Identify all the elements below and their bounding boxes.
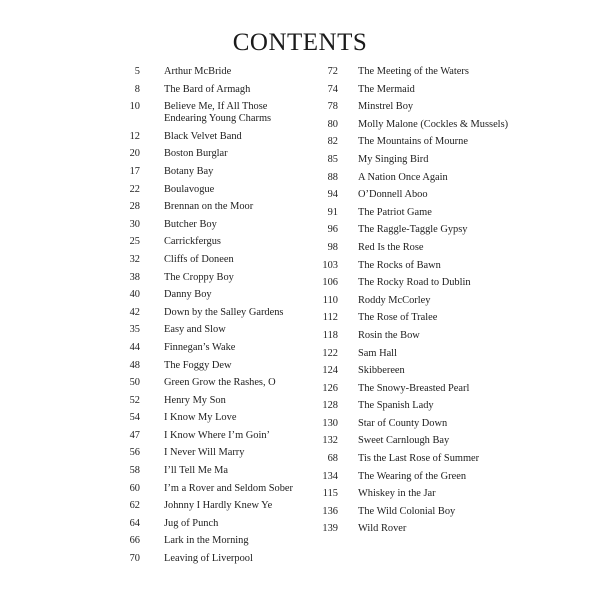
song-title: Boulavogue xyxy=(164,183,215,195)
contents-entry xyxy=(112,219,312,231)
song-title: A Nation Once Again xyxy=(358,171,448,183)
page-number: 85 xyxy=(327,153,338,165)
contents-entry xyxy=(112,412,312,424)
song-title: Boston Burglar xyxy=(164,148,228,160)
song-title: Henry My Son xyxy=(164,394,226,406)
song-title: Carrickfergus xyxy=(164,236,221,248)
contents-entry xyxy=(112,360,312,372)
page-number: 136 xyxy=(322,505,338,517)
page-number: 58 xyxy=(129,465,140,477)
page-number: 40 xyxy=(129,289,140,301)
contents-entry xyxy=(316,383,516,395)
page-number: 66 xyxy=(129,535,140,547)
page-number: 12 xyxy=(129,130,140,142)
contents-entry xyxy=(112,324,312,336)
song-title: The Rocky Road to Dublin xyxy=(358,277,471,289)
page-number: 96 xyxy=(327,224,338,236)
contents-entry xyxy=(112,430,312,442)
page-number: 94 xyxy=(327,189,338,201)
song-title: Red Is the Rose xyxy=(358,241,424,253)
contents-entry xyxy=(316,506,516,518)
song-title: Tis the Last Rose of Summer xyxy=(358,453,480,465)
page-number: 103 xyxy=(322,259,338,271)
contents-entry xyxy=(112,483,312,495)
song-title: Sweet Carnlough Bay xyxy=(358,435,450,447)
page-number: 118 xyxy=(322,329,338,341)
song-title: Danny Boy xyxy=(164,289,212,301)
page-number: 82 xyxy=(327,136,338,148)
song-title: Arthur McBride xyxy=(164,66,232,77)
contents-entry xyxy=(316,400,516,412)
contents-entry xyxy=(112,395,312,407)
song-title: Cliffs of Doneen xyxy=(164,253,234,265)
song-title: Whiskey in the Jar xyxy=(358,488,436,500)
song-title: I Know Where I’m Goin’ xyxy=(164,429,270,441)
contents-entry xyxy=(316,312,516,324)
page-number: 126 xyxy=(322,382,338,394)
page-number: 42 xyxy=(129,306,140,318)
contents-entry xyxy=(112,148,312,160)
contents-column-left xyxy=(112,66,312,571)
song-title: Easy and Slow xyxy=(164,324,226,336)
song-title: I’m a Rover and Seldom Sober xyxy=(164,482,293,494)
song-title: The Spanish Lady xyxy=(358,400,434,412)
song-title: My Singing Bird xyxy=(358,153,429,165)
song-title: Star of County Down xyxy=(358,417,448,429)
contents-entry xyxy=(316,189,516,201)
contents-entry xyxy=(112,465,312,477)
contents-entry xyxy=(112,236,312,248)
contents-entry xyxy=(112,307,312,319)
page-number: 60 xyxy=(129,482,140,494)
contents-entry xyxy=(112,377,312,389)
contents-entry xyxy=(316,277,516,289)
song-title: Butcher Boy xyxy=(164,218,217,230)
contents-entry xyxy=(112,535,312,547)
contents-entry xyxy=(112,66,312,78)
song-title: The Bard of Armagh xyxy=(164,83,251,95)
page-number: 78 xyxy=(327,101,338,113)
song-title: I’ll Tell Me Ma xyxy=(164,465,229,477)
contents-entry xyxy=(316,101,516,113)
contents-entry xyxy=(112,518,312,530)
page-number: 8 xyxy=(134,83,140,95)
contents-entry xyxy=(316,242,516,254)
contents-entry xyxy=(112,342,312,354)
contents-entry xyxy=(112,272,312,284)
song-title: Leaving of Liverpool xyxy=(164,553,253,565)
contents-entry xyxy=(316,66,516,78)
song-title: Botany Bay xyxy=(164,165,214,177)
page-number: 30 xyxy=(129,218,140,230)
song-title: The Wearing of the Green xyxy=(358,470,467,482)
contents-entry xyxy=(316,488,516,500)
page-number: 10 xyxy=(129,101,140,113)
page-number: 70 xyxy=(129,553,140,565)
song-title: I Never Will Marry xyxy=(164,447,245,459)
page-number: 48 xyxy=(129,359,140,371)
song-title: Down by the Salley Gardens xyxy=(164,306,284,318)
song-title: O’Donnell Aboo xyxy=(358,189,428,201)
contents-entry xyxy=(112,553,312,565)
page-number: 17 xyxy=(129,165,140,177)
song-title: Lark in the Morning xyxy=(164,535,249,547)
page-number: 25 xyxy=(129,236,140,248)
page-title: CONTENTS xyxy=(232,28,368,56)
page-number: 56 xyxy=(129,447,140,459)
song-title: Sam Hall xyxy=(358,347,397,359)
song-title: The Patriot Game xyxy=(358,206,432,218)
page-number: 35 xyxy=(129,324,140,336)
page-number: 54 xyxy=(129,412,140,424)
song-title: The Raggle-Taggle Gypsy xyxy=(358,224,468,236)
page-number: 98 xyxy=(327,241,338,253)
page-number: 74 xyxy=(327,83,338,95)
song-title: The Foggy Dew xyxy=(164,359,232,371)
page-number: 72 xyxy=(327,66,338,77)
page-number: 110 xyxy=(322,294,338,306)
page-number: 88 xyxy=(327,171,338,183)
contents-entry xyxy=(316,418,516,430)
page-number: 132 xyxy=(322,435,338,447)
song-title: The Mermaid xyxy=(358,83,415,95)
song-title: Black Velvet Band xyxy=(164,130,242,142)
song-title: The Meeting of the Waters xyxy=(358,66,469,77)
page-number: 128 xyxy=(322,400,338,412)
page-number: 130 xyxy=(322,417,338,429)
page-number: 122 xyxy=(322,347,338,359)
contents-entry xyxy=(316,84,516,96)
contents-entry xyxy=(316,348,516,360)
song-title: The Wild Colonial Boy xyxy=(358,505,456,517)
page-number: 62 xyxy=(129,500,140,512)
song-title: Green Grow the Rashes, O xyxy=(164,377,276,389)
page-number: 91 xyxy=(327,206,338,218)
page-number: 38 xyxy=(129,271,140,283)
contents-entry xyxy=(112,84,312,96)
contents-entry xyxy=(316,330,516,342)
page-number: 28 xyxy=(129,201,140,213)
song-title: The Snowy-Breasted Pearl xyxy=(358,382,470,394)
song-title: Skibbereen xyxy=(358,365,405,377)
song-title: Believe Me, If All Those Endearing Young Charms xyxy=(164,101,272,125)
contents-entry xyxy=(112,184,312,196)
song-title: Minstrel Boy xyxy=(358,101,414,113)
song-title: Wild Rover xyxy=(358,523,407,535)
contents-entry xyxy=(316,435,516,447)
song-title: Brennan on the Moor xyxy=(164,201,254,213)
song-title: Finnegan’s Wake xyxy=(164,341,236,353)
page-number: 44 xyxy=(129,341,140,353)
contents-entry xyxy=(316,119,516,131)
contents-entry xyxy=(112,101,312,125)
contents-entry xyxy=(316,136,516,148)
page-number: 115 xyxy=(322,488,338,500)
contents-entry xyxy=(112,447,312,459)
song-title: I Know My Love xyxy=(164,412,237,424)
page-number: 20 xyxy=(129,148,140,160)
song-title: The Mountains of Mourne xyxy=(358,136,468,148)
page-number: 68 xyxy=(327,453,338,465)
contents-entry xyxy=(112,166,312,178)
page-number: 22 xyxy=(129,183,140,195)
page-number: 47 xyxy=(129,429,140,441)
contents-entry xyxy=(112,201,312,213)
song-title: Johnny I Hardly Knew Ye xyxy=(164,500,273,512)
page-number: 106 xyxy=(322,277,338,289)
contents-entry xyxy=(316,295,516,307)
page-number: 64 xyxy=(129,517,140,529)
page-number: 124 xyxy=(322,365,338,377)
song-title: The Croppy Boy xyxy=(164,271,234,283)
page-number: 50 xyxy=(129,377,140,389)
contents-entry xyxy=(316,523,516,535)
song-title: Molly Malone (Cockles & Mussels) xyxy=(358,118,509,130)
song-title: Roddy McCorley xyxy=(358,294,431,306)
song-title: Jug of Punch xyxy=(164,517,219,529)
page-number: 112 xyxy=(322,312,338,324)
contents-entry xyxy=(316,224,516,236)
page-number: 5 xyxy=(134,66,140,77)
contents-entry xyxy=(316,172,516,184)
contents-entry xyxy=(112,254,312,266)
contents-entry xyxy=(316,365,516,377)
contents-entry xyxy=(316,453,516,465)
song-title: The Rose of Tralee xyxy=(358,312,438,324)
page-number: 52 xyxy=(129,394,140,406)
contents-entry xyxy=(112,289,312,301)
contents-entry xyxy=(316,207,516,219)
song-title: Rosin the Bow xyxy=(358,329,420,341)
page-number: 134 xyxy=(322,470,338,482)
contents-entry xyxy=(316,471,516,483)
contents-entry xyxy=(112,500,312,512)
page-number: 80 xyxy=(327,118,338,130)
page-number: 32 xyxy=(129,253,140,265)
page-number: 139 xyxy=(322,523,338,535)
contents-entry xyxy=(316,260,516,272)
song-title: The Rocks of Bawn xyxy=(358,259,441,271)
contents-entry xyxy=(112,131,312,143)
contents-entry xyxy=(316,154,516,166)
contents-column-right xyxy=(316,66,516,541)
